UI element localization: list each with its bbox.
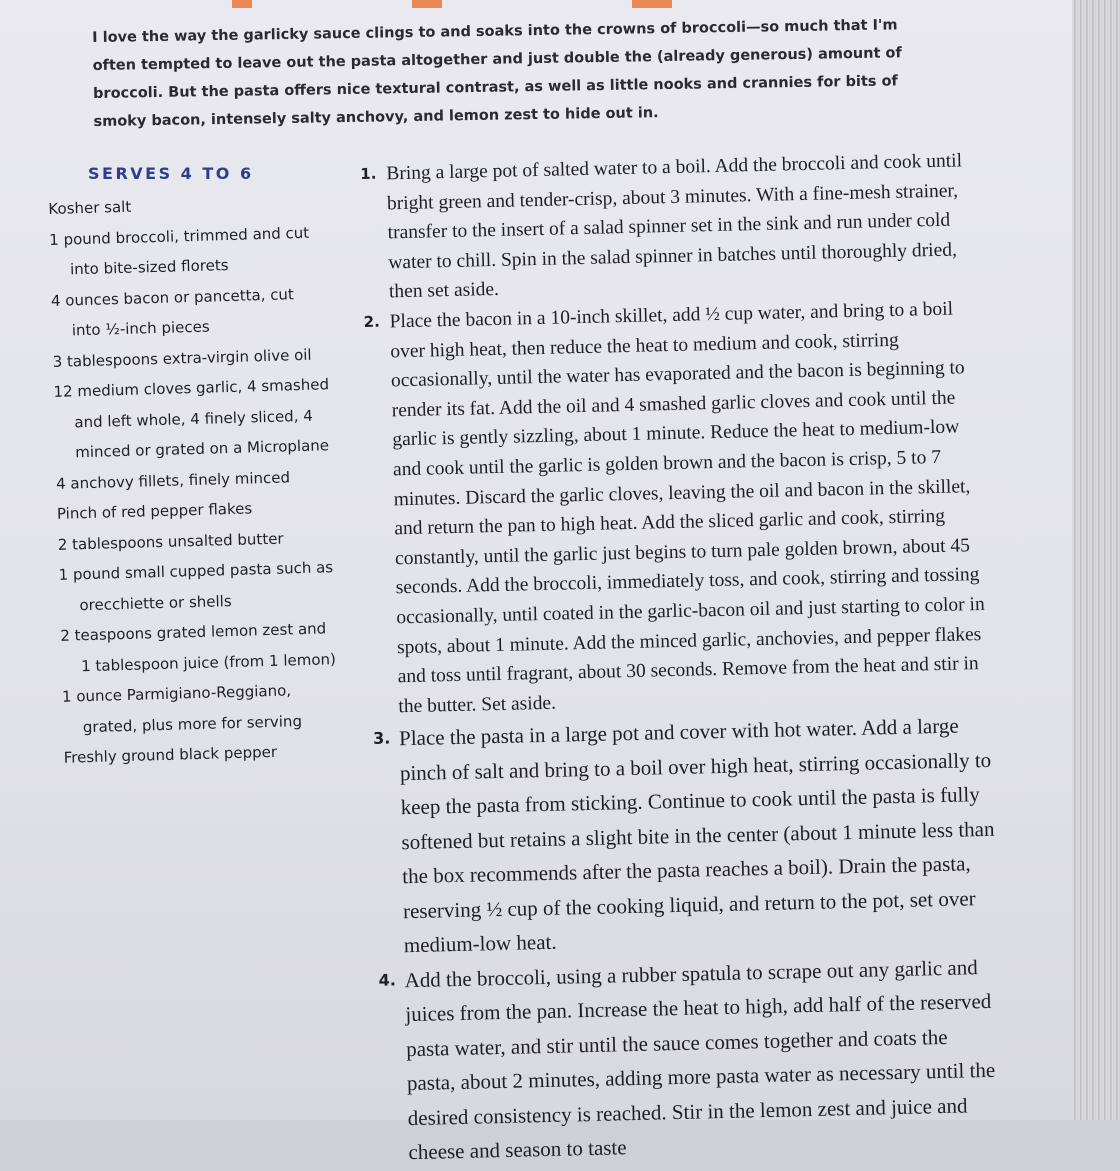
- ingredient-line: into bite-sized florets: [69, 255, 229, 279]
- ingredient-line: 2 teaspoons grated lemon zest and: [60, 619, 327, 645]
- ingredient-line: 12 medium cloves garlic, 4 smashed: [53, 375, 330, 401]
- ingredient-line: 1 pound small cupped pasta such as: [58, 558, 334, 584]
- step-text: Bring a large pot of salted water to a boil. Add the broccoli and cook until bright green and tender-crisp, about 3 minutes. With a fine-mesh strainer, transfer to the insert of a salad spinner set in the sink and run under cold water to chill. Spin in the salad spinner in batches until thoroughly dried, then set aside.: [386, 150, 963, 303]
- ingredient-line: 4 anchovy fillets, finely minced: [55, 467, 291, 493]
- step-number: 1.: [360, 164, 377, 183]
- step-number: 3.: [372, 728, 391, 749]
- ingredient-line: grated, plus more for serving: [82, 711, 303, 736]
- ingredient-line: into ½-inch pieces: [71, 317, 210, 340]
- ingredient-line: Kosher salt: [48, 197, 132, 218]
- step-number: 2.: [363, 312, 381, 331]
- book-page-edges: [1072, 0, 1120, 1120]
- ingredient-line: 2 tablespoons unsalted butter: [57, 529, 284, 554]
- step-item: [360, 146, 983, 308]
- ingredient-line: minced or grated on a Microplane: [74, 436, 330, 462]
- ingredient-line: Freshly ground black pepper: [63, 742, 278, 767]
- step-number: 4.: [378, 970, 397, 990]
- ingredient-line: 1 pound broccoli, trimmed and cut: [49, 223, 310, 249]
- step-item: [363, 294, 992, 722]
- ingredient-line: Pinch of red pepper flakes: [56, 499, 253, 523]
- recipe-intro: I love the way the garlicky sauce clings to and soaks into the crowns of broccoli—so much that I'm often tempted to leave out the pasta altogether and just double the (already generous) amount of broccoli. But the pasta offers nice textural contrast, as well as little nooks and crannies for bits of smoky bacon, intensely salty anchovy, and lemon zest to hide out in.: [92, 17, 902, 130]
- ingredient-line: 3 tablespoons extra-virgin olive oil: [52, 345, 312, 371]
- cut-off-title: [112, 0, 1012, 8]
- step-item: [378, 950, 1003, 1171]
- ingredient-line: 4 ounces bacon or pancetta, cut: [50, 284, 295, 310]
- step-text: Place the pasta in a large pot and cover with hot water. Add a large pinch of salt and bring to a boil over high heat, stirring occasionally to keep the pasta from sticking. Continue to cook until the pasta is fully softened but retains a slight bite in the center (about 1 minute less than the box recommends after the pasta reaches a boil). Drain the pasta, reserving ½ cup of the cooking liquid, and return to the pot, set over medium-low heat.: [398, 713, 995, 958]
- ingredient-line: 1 tablespoon juice (from 1 lemon): [80, 649, 337, 675]
- step-item: [373, 708, 998, 964]
- step-text: Place the bacon in a 10-inch skillet, add ½ cup water, and bring to a boil over high heat, then reduce the heat to medium and cook, stirring occasionally, until the water has evaporated and the bacon is beginning to render its fat. Add the oil and 4 smashed garlic cloves and cook until the garlic is gently sizzling, about 1 minute. Reduce the heat to medium-low and cook until the garlic is golden brown and the bacon is crisp, 5 to 7 minutes. Discard the garlic cloves, leaving the oil and bacon in the skillet, and return the pan to high heat. Add the sliced garlic and cook, stirring constantly, until the garlic just begins to turn pale golden brown, about 45 seconds. Add the broccoli, immediately toss, and cook, stirring and tossing occasionally, until coated in the garlic-bacon oil and just starting to color in spots, about 1 minute. Add the minced garlic, anchovies, and pepper flakes and toss until fragrant, about 30 seconds. Remove from the heat and stir in the butter. Set aside.: [389, 298, 985, 717]
- method-steps: [360, 146, 1003, 1171]
- ingredient-line: and left whole, 4 finely sliced, 4: [74, 406, 314, 431]
- serves-heading: SERVES 4 TO 6: [88, 164, 254, 183]
- step-text: Add the broccoli, using a rubber spatula to scrape out any garlic and juices from the pan. Increase the heat to high, add half of the reserved pasta water, and stir until the sauce comes together and coats the pasta, about 2 minutes, adding more pasta water as necessary until the desired consistency is reached. Stir in the lemon zest and juice and cheese and season to taste: [404, 954, 996, 1165]
- ingredient-list: [48, 186, 364, 774]
- ingredient-line: 1 ounce Parmigiano-Reggiano,: [61, 681, 292, 706]
- ingredient-line: orecchiette or shells: [79, 591, 232, 614]
